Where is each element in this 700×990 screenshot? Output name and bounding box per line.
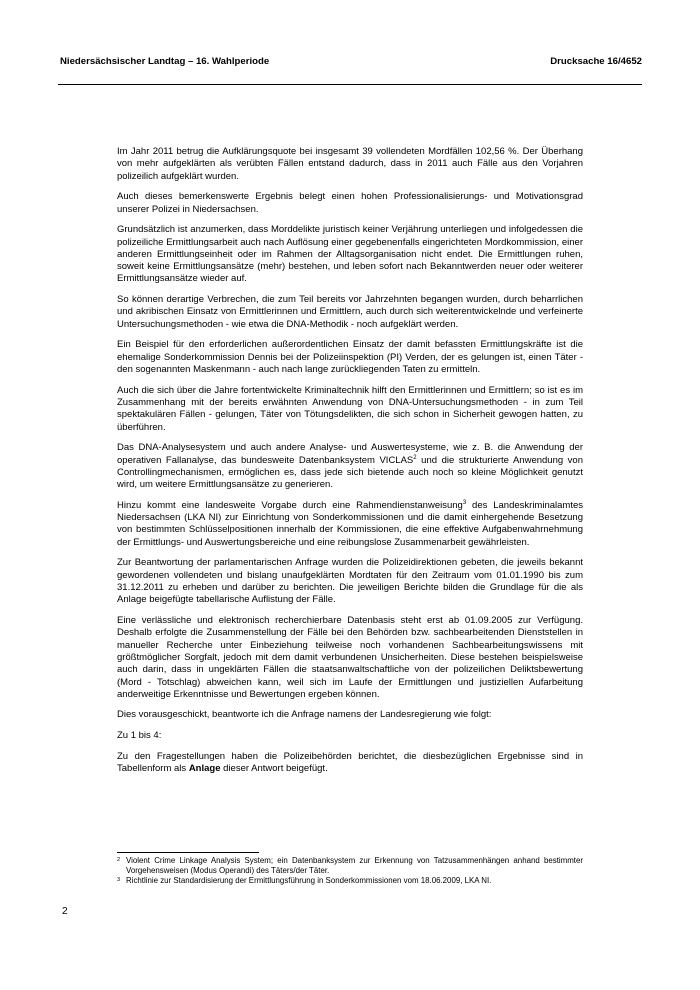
footnote-number: 3 bbox=[117, 876, 121, 883]
header-title: Niedersächsischer Landtag – 16. Wahlperiode bbox=[60, 56, 270, 67]
section-label: Zu 1 bis 4: bbox=[117, 730, 162, 742]
footnote bbox=[117, 876, 583, 886]
paragraph-text: dieser Antwort beigefügt. bbox=[220, 763, 328, 775]
paragraph: Zur Beantwortung der parlamentarischen Anfrage wurden die Polizeidirektionen gebeten, die jeweils bekannt gewordenen vollendeten und bislang unaufgeklärten Mordtaten für den Zeitraum vom 01.01.1990 bis zum 31.12.2011 zu erheben und darüber zu berichten. Die jeweiligen Berichte bilden die Grundlage für die als Anlage beigefügte tabellarische Auflistung der Fälle. bbox=[117, 557, 583, 606]
paragraph: Im Jahr 2011 betrug die Aufklärungsquote bei insgesamt 39 vollendeten Mordfällen 102,56 %. Der Überhang von mehr aufgeklärten als verübten Fällen entstand dadurch, dass in 2011 auch Fälle aus den Vorjahren polizeilich aufgeklärt wurden. bbox=[117, 146, 583, 182]
paragraph: Auch die sich über die Jahre fortentwickelte Kriminaltechnik hilft den Ermittlerinnen und Ermittlern; so ist es im Zusammenhang mit der bereits erwähnten Anwendung von DNA-Untersuchungsmethoden - in zum Teil spektakulären Fällen - gelungen, Täter von Tötungsdelikten, die sich schon in Sicherheit gewogen hatten, zu überführen. bbox=[117, 384, 583, 433]
bold-term: Anlage bbox=[188, 763, 221, 775]
paragraph: So können derartige Verbrechen, die zum Teil bereits vor Jahrzehnten begangen wurden, durch beharrlichen und akribischen Einsatz von Ermittlerinnen und Ermittlern, auch durch sich weiterentwickelnde und verfeinerte Untersuchungsmethoden - wie etwa die DNA-Methodik - noch aufgeklärt werden. bbox=[117, 294, 583, 330]
paragraph: Dies vorausgeschickt, beantworte ich die Anfrage namens der Landesregierung wie folgt: bbox=[117, 709, 492, 721]
paragraph-text: Hinzu kommt eine landesweite Vorgabe durch eine Rahmendienstanweisung bbox=[117, 499, 463, 511]
document-body bbox=[117, 146, 583, 784]
paragraph-text: und die strukturierte Anwendung von Controllingmechanismen, ermöglichen es, dass jede sich bietende auch noch so kleine Möglichkeit genutzt wird, um weitere Ermittlungsansätze zu generieren. bbox=[117, 454, 584, 491]
paragraph bbox=[117, 751, 583, 776]
footnote-text: Richtlinie zur Standardisierung der Ermittlungsführung in Sonderkommissionen vom 18.06.2009, LKA NI. bbox=[126, 875, 492, 885]
footnote-divider bbox=[117, 852, 259, 853]
paragraph-text: Zu den Fragestellungen haben die Polizeibehörden berichtet, die diesbezüglichen Ergebnisse sind in Tabellenform als bbox=[117, 750, 583, 775]
paragraph: Grundsätzlich ist anzumerken, dass Morddelikte juristisch keiner Verjährung unterliegen und infolgedessen die polizeiliche Ermittlungsarbeit auch nach Auflösung einer gegebenenfalls eingerichteten Mordkommission, einer anderen Ermittlungseinheit oder im Rahmen der Alltagsorganisation nicht endet. Die Ermittlungen ruhen, soweit keine Ermittlungsansätze (mehr) bestehen, und leben sofort nach Bekanntwerden neuer oder weiterer Ermittlungsansätze wieder auf. bbox=[117, 224, 583, 285]
footnotes bbox=[117, 856, 583, 885]
footnote-text: Violent Crime Linkage Analysis System; ein Datenbanksystem zur Erkennung von Tatzusammenhängen anhand bestimmter Vorgehensweisen (Modus Operandi) des Täters/der Täter. bbox=[126, 856, 583, 875]
header-document-number: Drucksache 16/4652 bbox=[550, 56, 642, 67]
paragraph-text: des Landeskriminalamtes Niedersachsen (LKA NI) zur Einrichtung von Sonderkommissionen und die damit einhergehende Besetzung von bestimmten Schlüsselpositionen innerhalb der Kommissionen, die eine effektive Aufgabenwahrnehmung der Ermittlungs- und Auswertungsbereiche und eine reibungslose Zusammenarbeit gewährleisten. bbox=[117, 499, 583, 548]
paragraph bbox=[117, 442, 583, 491]
footnote-reference[interactable]: 3 bbox=[462, 499, 467, 506]
paragraph: Auch dieses bemerkenswerte Ergebnis belegt einen hohen Professionalisierungs- und Motivationsgrad unserer Polizei in Niedersachsen. bbox=[117, 191, 583, 215]
page-number: 2 bbox=[62, 906, 68, 917]
paragraph: Ein Beispiel für den erforderlichen außerordentlichen Einsatz der damit befassten Ermittlungskräfte ist die ehemalige Sonderkommission Dennis bei der Polizeiinspektion (PI) Verden, der es gelungen ist, einen Täter - den sogenannten Maskenmann - auch nach lange zurückliegenden Taten zu ermitteln. bbox=[117, 339, 583, 376]
paragraph: Eine verlässliche und elektronisch recherchierbare Datenbasis steht erst ab 01.09.2005 zur Verfügung. Deshalb erfolgte die Zusammenstellung der Fälle bei den Behörden bzw. sachbearbeitenden Dienststellen in manueller Recherche unter Einbeziehung teilweise noch vorhandenen Sachbearbeitungswissens mit größtmöglicher Sorgfalt, jedoch mit dem damit verbundenen Unsicherheiten. Diese bestehen beispielsweise auch darin, dass in ungeklärten Fällen die staatsanwaltschaftliche von der polizeilichen Deliktsbewertung (Mord - Totschlag) abweichen kann, weil sich im Laufe der Ermittlungen und justiziellen Aufarbeitung anderweitige Erkenntnisse und Bewertungen ergeben können. bbox=[117, 615, 583, 700]
paragraph bbox=[117, 500, 583, 549]
footnote bbox=[117, 856, 583, 876]
footnote-reference[interactable]: 2 bbox=[413, 454, 417, 461]
page-header bbox=[60, 56, 642, 67]
footnote-number: 2 bbox=[117, 857, 121, 863]
paragraph-text: Das DNA-Analysesystem und auch andere Analyse- und Auswertesysteme, wie z. B. die Anwendung der operativen Fallanalyse, das bundesweite Datenbanksystem VICLAS bbox=[117, 442, 583, 466]
header-divider bbox=[58, 84, 642, 85]
